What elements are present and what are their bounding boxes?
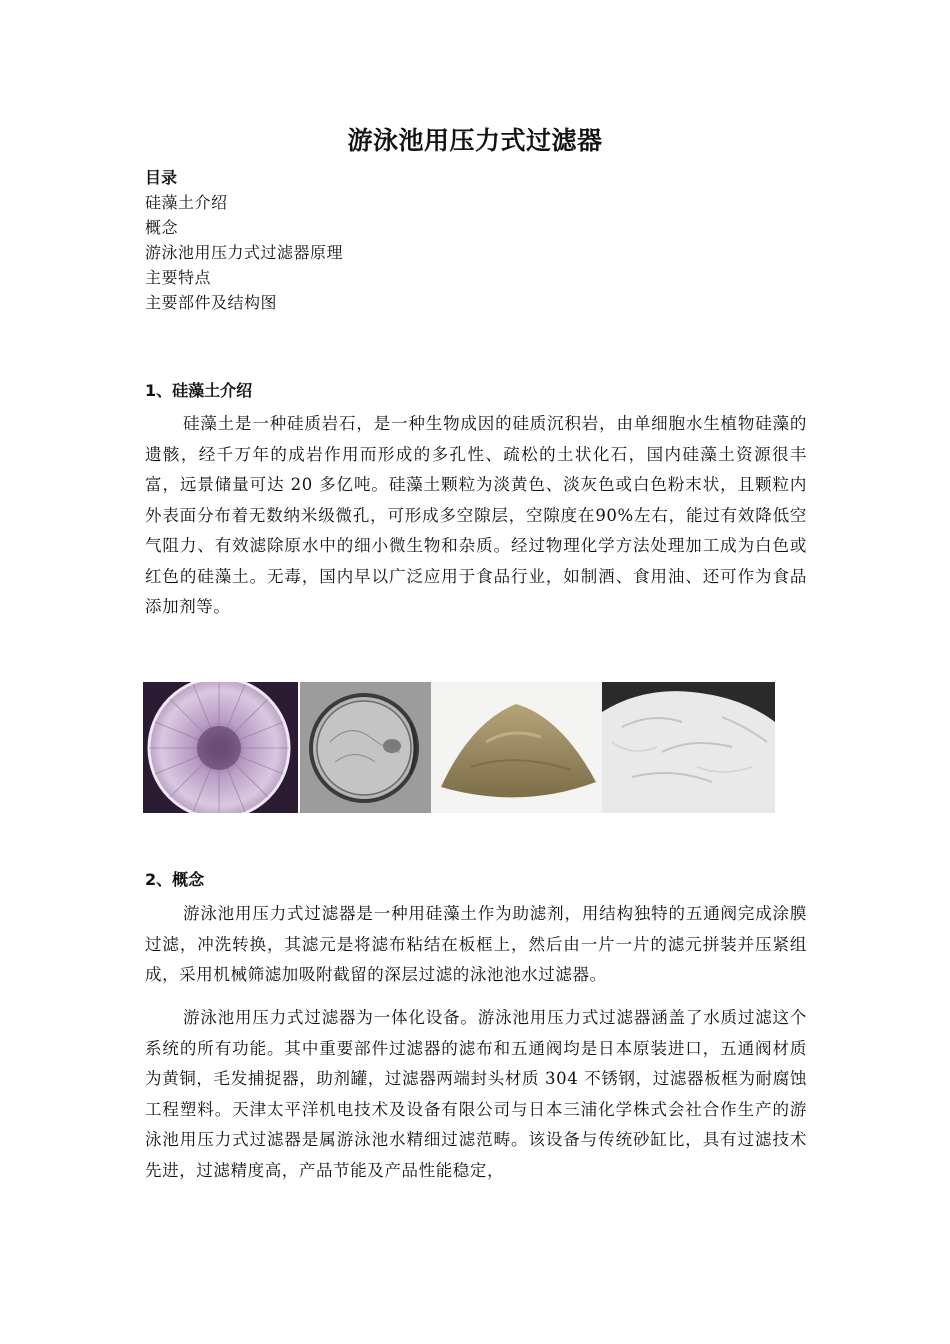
section-heading-diatomite: 1、硅藻土介绍 (145, 381, 253, 400)
table-of-contents (145, 165, 343, 315)
diatomite-powder-white-photo (602, 682, 775, 813)
paragraph-diatomite-intro: 硅藻土是一种硅质岩石，是一种生物成因的硅质沉积岩，由单细胞水生植物硅藻的遗骸，经千万年的成岩作用而形成的多孔性、疏松的土状化石，国内硅藻土资源很丰富，远景储量可达 20 多亿吨。硅藻土颗粒为淡黄色、淡灰色或白色粉末状，且颗粒内外表面分布着无数纳米级微孔，可形成多空隙层，空隙度在90%左右，能过有效降低空气阻力、有效滤除原水中的细小微生物和杂质。经过物理化学方法处理加工成为白色或红色的硅藻土。无毒，国内早以广泛应用于食品行业，如制酒、食用油、还可作为食品添加剂等。 (145, 414, 807, 616)
toc-item[interactable]: 游泳池用压力式过滤器原理 (145, 243, 344, 262)
diatom-cell-grayscale-photo (300, 682, 431, 813)
photo-strip (143, 682, 775, 813)
diatomite-powder-tan-photo (431, 682, 602, 813)
toc-item[interactable]: 硅藻土介绍 (145, 193, 228, 212)
section-heading-concept: 2、概念 (145, 870, 205, 889)
diatom-microscope-purple-photo (143, 682, 298, 813)
paragraph-concept-2: 游泳池用压力式过滤器为一体化设备。游泳池用压力式过滤器涵盖了水质过滤这个系统的所有功能。其中重要部件过滤器的滤布和五通阀均是日本原装进口，五通阀材质为黄铜，毛发捕捉器，助剂罐，过滤器两端封头材质 304 不锈钢，过滤器板框为耐腐蚀工程塑料。天津太平洋机电技术及设备有限公司与日本三浦化学株式会社合作生产的游泳池用压力式过滤器是属游泳池水精细过滤范畴。该设备与传统砂缸比，具有过滤技术先进，过滤精度高，产品节能及产品性能稳定， (145, 1008, 807, 1180)
toc-item[interactable]: 概念 (145, 218, 179, 237)
toc-item[interactable]: 主要特点 (145, 268, 212, 287)
document-title: 游泳池用压力式过滤器 (347, 126, 603, 155)
paragraph-concept-1: 游泳池用压力式过滤器是一种用硅藻土作为助滤剂，用结构独特的五通阀完成涂膜过滤，冲洗转换，其滤元是将滤布粘结在板框上，然后由一片一片的滤元拼装并压紧组成，采用机械筛滤加吸附截留的深层过滤的泳池池水过滤器。 (145, 904, 807, 984)
toc-item[interactable]: 主要部件及结构图 (145, 293, 278, 312)
toc-heading: 目录 (145, 168, 178, 187)
